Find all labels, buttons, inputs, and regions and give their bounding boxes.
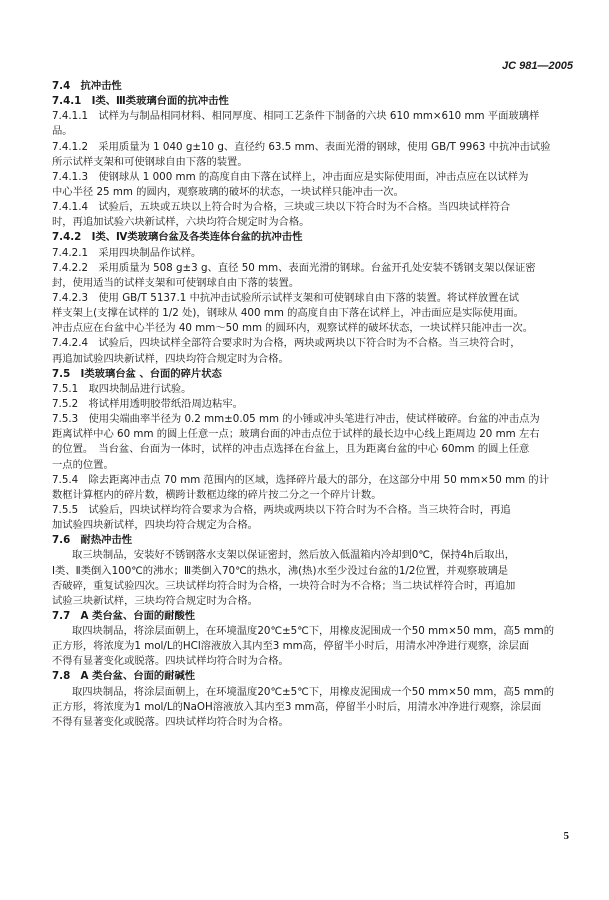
paragraph-line: 7.4.2.1 采用四块制品作试样。 <box>52 246 202 259</box>
paragraph-line: 7.4.1.2 采用质量为 1 040 g±10 g、直径约 63.5 mm、表面光滑的钢球，使用 GB/T 9963 中抗冲击试验 <box>52 140 551 153</box>
paragraph-line: 7.4.1.4 试验后，五块或五块以上符合时为合格，三块或三块以下符合时为不合格。当四块试样符合 <box>52 201 511 214</box>
paragraph-line: 所示试样支架和可使钢球自由下落的装置。 <box>52 155 248 168</box>
paragraph-line: 数框计算框内的碎片数，横跨计数框边缘的碎片按二分之一个碎片计数。 <box>52 488 382 501</box>
paragraph-line: Ⅰ类、Ⅱ类倒入100℃的沸水；Ⅲ类倒入70℃的热水，沸(热)水至少没过台盆的1/2位置，并观察玻璃是 <box>52 564 509 577</box>
paragraph-line: 再追加试验四块新试样，四块均符合规定时为合格。 <box>52 352 289 365</box>
paragraph-line: 时，再追加试验六块新试样，六块均符合规定时为合格。 <box>52 216 310 229</box>
paragraph-line: 一点的位置。 <box>52 458 114 471</box>
paragraph-line: 正方形，将浓度为1 mol/L的HCl溶液放入其内至3 mm高，停留半小时后，用清水冲净进行观察，涂层面 <box>52 640 530 653</box>
section-heading: 7.6 耐热冲击性 <box>52 534 133 547</box>
subsection-heading: 7.4.1 Ⅰ类、Ⅲ类玻璃台面的抗冲击性 <box>52 95 229 108</box>
section-heading: 7.4 抗冲击性 <box>52 80 122 92</box>
paragraph-line: 正方形，将浓度为1 mol/L的NaOH溶液放入其内至3 mm高，停留半小时后，用清水冲净进行观察，涂层面 <box>52 700 542 713</box>
paragraph-line: 的位置。 当台盆、台面为一体时，试样的冲击点选择在台盆上，且为距离台盆的中心 60mm 的圆上任意 <box>52 443 530 456</box>
standard-code: JC 981—2005 <box>502 60 573 72</box>
paragraph-line: 距离试样中心 60 mm 的圆上任意一点；玻璃台面的冲击点位于试样的最长边中心线上距周边 20 mm 左右 <box>52 428 540 441</box>
section-heading: 7.5 Ⅰ类玻璃台盆 、台面的碎片状态 <box>52 367 222 380</box>
paragraph-line: 7.5.4 除去距离冲击点 70 mm 范围内的区域，选择碎片最大的部分，在这部分中用 50 mm×50 mm 的计 <box>52 473 550 486</box>
paragraph-line: 取四块制品，将涂层面朝上，在环境温度20℃±5℃下，用橡皮泥围成一个50 mm×50 mm，高5 mm的 <box>72 685 554 698</box>
paragraph-line: 7.4.1.1 试样为与制品相同材料、相同厚度、相同工艺条件下制备的六块 610 mm×610 mm 平面玻璃样 <box>52 110 540 123</box>
section-heading: 7.7 A 类台盆、台面的耐酸性 <box>52 609 196 622</box>
paragraph-line: 7.4.2.3 使用 GB/T 5137.1 中抗冲击试验所示试样支架和可使钢球自由下落的装置。将试样放置在试 <box>52 291 520 304</box>
paragraph-line: 封，使用适当的试样支架和可使钢球自由下落的装置。 <box>52 276 300 289</box>
paragraph-line: 7.5.2 将试样用透明胶带纸沿周边粘牢。 <box>52 397 243 410</box>
paragraph-line: 样支架上(支撑在试样的 1/2 处)，钢球从 400 mm 的高度自由下落在试样上，冲击面应是实际使用面。 <box>52 307 524 320</box>
paragraph-line: 7.5.5 试验后，四块试样均符合要求为合格，两块或两块以下符合时为不合格。当三块符合时，再追 <box>52 503 511 516</box>
document-body <box>52 79 578 730</box>
paragraph-line: 不得有显著变化或脱落。四块试样均符合时为合格。 <box>52 655 289 668</box>
paragraph-line: 中心半径 25 mm 的圆内，观察玻璃的破坏的状态，一块试样只能冲击一次。 <box>52 185 404 198</box>
paragraph-line: 取四块制品，将涂层面朝上，在环境温度20℃±5℃下，用橡皮泥围成一个50 mm×50 mm，高5 mm的 <box>72 625 554 638</box>
paragraph-line: 7.4.1.3 使钢球从 1 000 mm 的高度自由下落在试样上，冲击面应是实际使用面，冲击点应在以试样为 <box>52 170 529 183</box>
paragraph-line: 否破碎，重复试验四次。三块试样均符合时为合格，一块符合时为不合格；当二块试样符合时，再追加 <box>52 579 516 592</box>
paragraph-line: 7.4.2.4 试验后，四块试样全部符合要求时为合格，两块或两块以下符合时为不合格。当三块符合时， <box>52 337 521 350</box>
paragraph-line: 7.4.2.2 采用质量为 508 g±3 g、直径 50 mm、表面光滑的钢球。台盆开孔处安装不锈钢支架以保证密 <box>52 261 536 274</box>
paragraph-line: 7.5.3 使用尖端曲率半径为 0.2 mm±0.05 mm 的小锤或冲头笔进行冲击，使试样破碎。台盆的冲击点为 <box>52 413 540 426</box>
paragraph-line: 取三块制品，安装好不锈钢落水支架以保证密封，然后放入低温箱内冷却到0℃，保持4h后取出， <box>72 549 516 562</box>
paragraph-line: 试验三块新试样，三块均符合规定时为合格。 <box>52 594 258 607</box>
section-heading: 7.8 A 类台盆、台面的耐碱性 <box>52 670 196 683</box>
paragraph-line: 品。 <box>52 125 73 138</box>
paragraph-line: 7.5.1 取四块制品进行试验。 <box>52 382 192 395</box>
page-number: 5 <box>563 830 569 842</box>
subsection-heading: 7.4.2 Ⅰ类、Ⅳ类玻璃台盆及各类连体台盆的抗冲击性 <box>52 231 303 244</box>
paragraph-line: 不得有显著变化或脱落。四块试样均符合时为合格。 <box>52 715 289 728</box>
paragraph-line: 冲击点应在台盆中心半径为 40 mm～50 mm 的圆环内，观察试样的破坏状态，一块试样只能冲击一次。 <box>52 322 533 335</box>
paragraph-line: 加试验四块新试样，四块均符合规定为合格。 <box>52 519 258 532</box>
